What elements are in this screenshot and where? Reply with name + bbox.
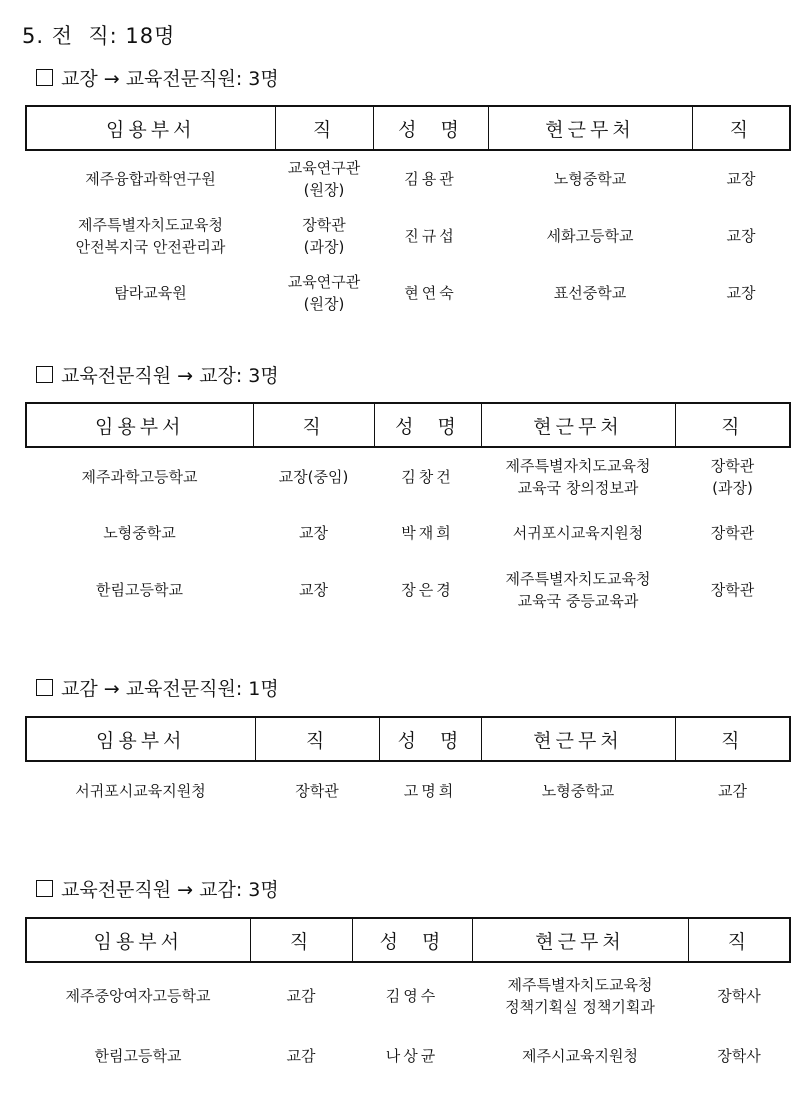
header-position: 직: [253, 403, 374, 447]
header-current-workplace: 현근무처: [488, 106, 692, 150]
cell-position: 교감: [286, 1047, 316, 1065]
header-dept: 임용부서: [26, 106, 275, 150]
cell-dept: 제주중앙여자고등학교: [65, 986, 211, 1005]
table-row: [26, 761, 790, 819]
cell-current-workplace: 서귀포시교육지원청: [512, 524, 644, 542]
cell-current-workplace: 표선중학교: [553, 283, 627, 302]
cell-current-position: 교감: [718, 781, 747, 800]
cell-current-workplace: 제주특별자치도교육청 정책기획실 정책기획과: [505, 975, 655, 1016]
table-row: [26, 150, 790, 207]
cell-position: 장학관 (과장): [302, 215, 346, 256]
personnel-table: [25, 917, 791, 1084]
header-dept: 임용부서: [26, 717, 255, 761]
header-name: 성 명: [374, 403, 481, 447]
cell-dept: 한림고등학교: [94, 1047, 182, 1065]
cell-position: 교육연구관 (원장): [287, 159, 361, 199]
cell-name: 김영수: [385, 986, 439, 1005]
table-row: [26, 207, 790, 264]
cell-dept: 탐라교육원: [114, 283, 187, 302]
cell-current-position: 장학관 (과장): [710, 456, 755, 497]
page-heading: 5. 전 직: 18명: [22, 24, 176, 48]
section-title: [36, 64, 279, 91]
cell-current-workplace: 제주특별자치도교육청 교육국 중등교육과: [505, 570, 651, 610]
cell-name: 고명희: [403, 781, 457, 800]
header-current-position: 직: [688, 918, 790, 962]
cell-current-position: 장학사: [717, 986, 761, 1005]
table-row: [26, 447, 790, 505]
cell-dept: 제주특별자치도교육청 안전복지국 안전관리과: [75, 215, 226, 256]
cell-name: 김용관: [404, 170, 457, 188]
header-current-workplace: 현근무처: [481, 717, 675, 761]
header-dept: 임용부서: [26, 918, 250, 962]
cell-dept: 제주융합과학연구원: [85, 170, 216, 188]
header-current-workplace: 현근무처: [481, 403, 675, 447]
personnel-table: [25, 402, 791, 619]
header-name: 성 명: [373, 106, 488, 150]
cell-name: 현연숙: [404, 283, 457, 302]
cell-position: 교장: [299, 524, 328, 542]
cell-name: 김창건: [401, 467, 454, 486]
cell-current-workplace: 제주시교육지원청: [522, 1047, 638, 1065]
header-name: 성 명: [379, 717, 481, 761]
cell-position: 교장: [299, 581, 328, 599]
cell-current-position: 교장: [726, 226, 756, 245]
table-row: [26, 505, 790, 561]
table-row: [26, 264, 790, 321]
checkbox-square-icon: [36, 679, 53, 696]
table-header-row: [26, 403, 790, 447]
table-row: [26, 962, 790, 1028]
section-title: [36, 361, 279, 388]
cell-position: 교장(중임): [278, 467, 349, 486]
personnel-table: [25, 716, 791, 819]
cell-current-workplace: 노형중학교: [541, 781, 615, 800]
header-current-position: 직: [675, 403, 790, 447]
table-header-row: [26, 918, 790, 962]
cell-current-position: 장학사: [717, 1047, 761, 1065]
cell-current-workplace: 노형중학교: [553, 170, 627, 188]
cell-current-position: 장학관: [710, 524, 755, 542]
cell-dept: 한림고등학교: [96, 581, 183, 599]
header-dept: 임용부서: [26, 403, 253, 447]
section-title: [36, 674, 279, 701]
cell-position: 장학관: [295, 781, 339, 800]
section-title-text: 교장 → 교육전문직원: 3명: [61, 68, 279, 90]
cell-name: 박재희: [401, 524, 454, 542]
cell-dept: 노형중학교: [103, 524, 176, 542]
checkbox-square-icon: [36, 366, 53, 383]
section-title-text: 교감 → 교육전문직원: 1명: [61, 678, 279, 700]
cell-dept: 제주과학고등학교: [81, 467, 198, 486]
table-header-row: [26, 106, 790, 150]
table-row: [26, 1028, 790, 1084]
cell-current-workplace: 세화고등학교: [546, 226, 634, 245]
cell-position: 교육연구관 (원장): [287, 272, 361, 313]
header-position: 직: [275, 106, 373, 150]
cell-current-position: 교장: [726, 283, 756, 302]
checkbox-square-icon: [36, 69, 53, 86]
header-position: 직: [255, 717, 379, 761]
cell-current-workplace: 제주특별자치도교육청 교육국 창의정보과: [505, 456, 651, 497]
cell-name: 나상균: [385, 1047, 439, 1065]
table-header-row: [26, 717, 790, 761]
cell-position: 교감: [286, 986, 316, 1005]
cell-name: 장은경: [401, 581, 454, 599]
section-title-text: 교육전문직원 → 교감: 3명: [61, 879, 279, 901]
personnel-table: [25, 105, 791, 321]
header-current-position: 직: [692, 106, 790, 150]
cell-dept: 서귀포시교육지원청: [75, 781, 206, 800]
section-title-text: 교육전문직원 → 교장: 3명: [61, 365, 279, 387]
table-row: [26, 561, 790, 619]
header-name: 성 명: [352, 918, 472, 962]
header-position: 직: [250, 918, 352, 962]
cell-current-position: 장학관: [710, 581, 755, 599]
cell-name: 진규섭: [404, 226, 457, 245]
cell-current-position: 교장: [726, 170, 756, 188]
checkbox-square-icon: [36, 880, 53, 897]
header-current-workplace: 현근무처: [472, 918, 688, 962]
header-current-position: 직: [675, 717, 790, 761]
section-title: [36, 875, 279, 902]
